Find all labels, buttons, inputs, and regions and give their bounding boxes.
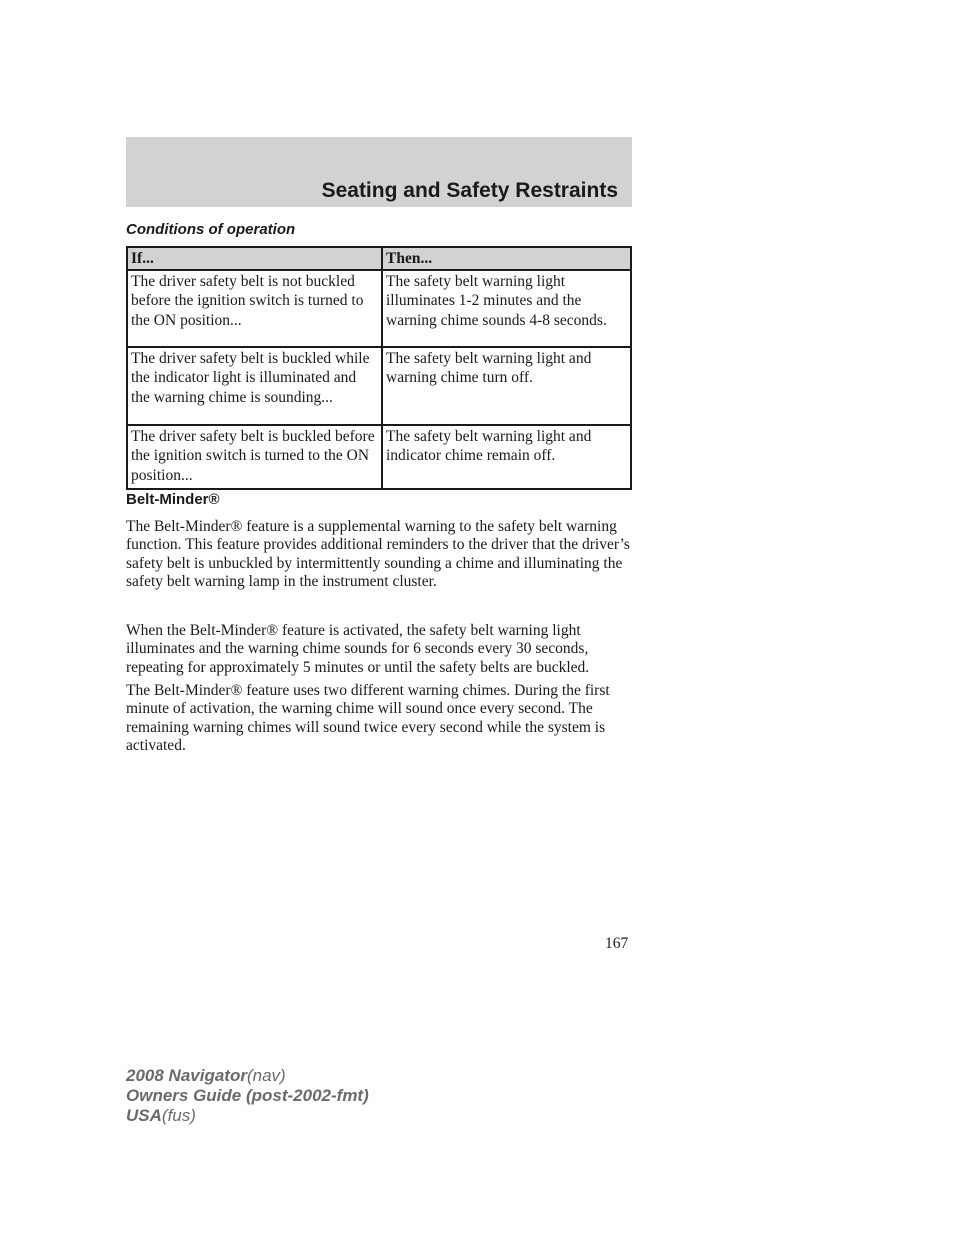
document-footer <box>126 1066 369 1126</box>
conditions-table <box>126 246 632 490</box>
footer-market: USA <box>126 1106 162 1125</box>
section-header-band <box>126 137 632 207</box>
table-row <box>127 347 631 425</box>
table-header-row <box>127 247 631 270</box>
footer-model-code: (nav) <box>246 1066 286 1085</box>
table-header-then: Then... <box>382 247 631 270</box>
footer-model: 2008 Navigator <box>126 1066 247 1085</box>
belt-minder-heading: Belt-Minder® <box>126 491 220 508</box>
table-cell-if: The driver safety belt is not buckled before the ignition switch is turned to the ON position... <box>127 270 382 347</box>
page-number: 167 <box>605 935 629 952</box>
table-row <box>127 270 631 347</box>
belt-minder-paragraph-3: The Belt-Minder® feature uses two different warning chimes. During the first minute of activation, the warning chime will sound once every second. The remaining warning chimes will sound twice every second while the system is activated. <box>126 682 610 755</box>
section-header-title: Seating and Safety Restraints <box>321 179 618 202</box>
footer-guide: Owners Guide (post-2002-fmt) <box>126 1086 369 1105</box>
belt-minder-paragraph-1: The Belt-Minder® feature is a supplemental warning to the safety belt warning function. This feature provides additional reminders to the driver that the driver’s safety belt is unbuckled by intermittently sounding a chime and illuminating the safety belt warning lamp in the instrument cluster. <box>126 518 630 591</box>
footer-line-1 <box>126 1066 369 1086</box>
table-header-if: If... <box>127 247 382 270</box>
footer-line-2 <box>126 1086 369 1106</box>
conditions-heading: Conditions of operation <box>126 221 296 238</box>
table-cell-if: The driver safety belt is buckled while the indicator light is illuminated and the warning chime is sounding... <box>127 347 382 425</box>
table-cell-then: The safety belt warning light illuminates 1-2 minutes and the warning chime sounds 4-8 seconds. <box>382 270 631 347</box>
table-cell-then: The safety belt warning light and indicator chime remain off. <box>382 425 631 490</box>
belt-minder-paragraph-2: When the Belt-Minder® feature is activated, the safety belt warning light illuminates and the warning chime sounds for 6 seconds every 30 seconds, repeating for approximately 5 minutes or until the safety belts are buckled. <box>126 622 590 676</box>
footer-market-code: (fus) <box>161 1106 196 1125</box>
table-cell-if: The driver safety belt is buckled before the ignition switch is turned to the ON position... <box>127 425 382 490</box>
table-cell-then: The safety belt warning light and warning chime turn off. <box>382 347 631 425</box>
table-row <box>127 425 631 490</box>
footer-line-3 <box>126 1106 369 1126</box>
